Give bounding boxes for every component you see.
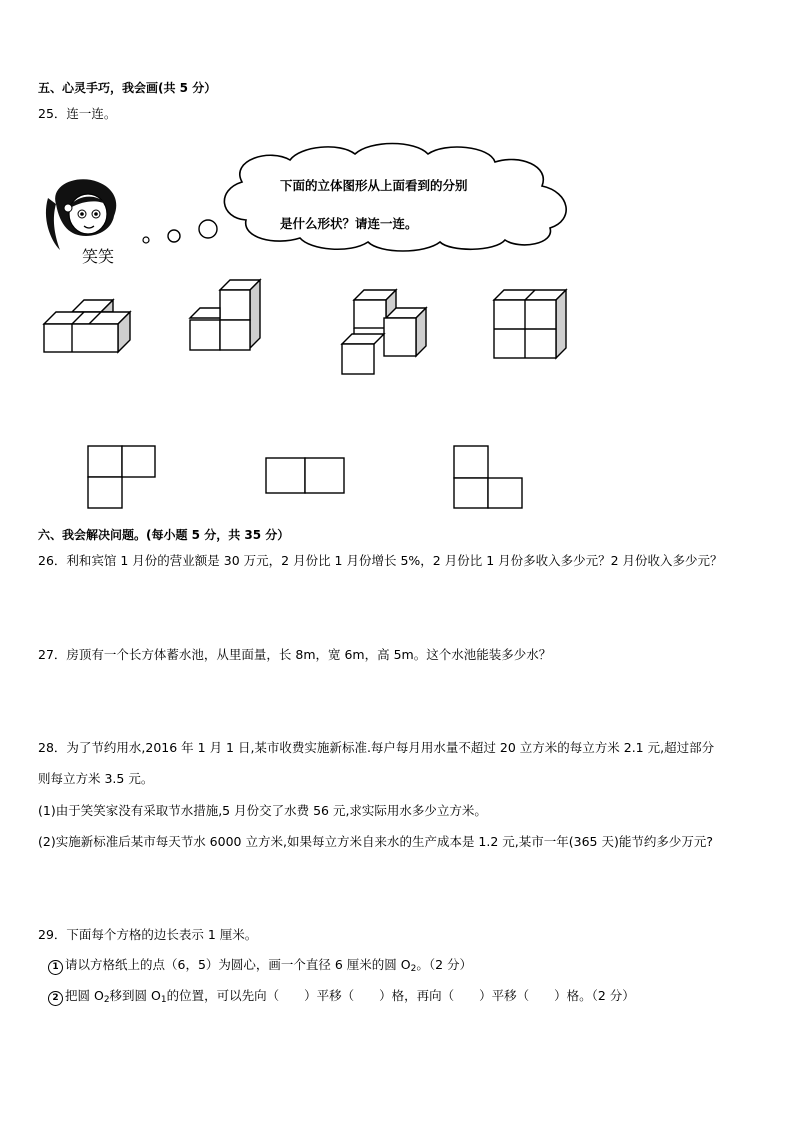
question-28-line1: 28．为了节约用水,2016 年 1 月 1 日,某市收费实施新标准.每户每月用水量不超过 20 立方米的每立方米 2.1 元,超过部分 xyxy=(38,740,715,755)
solid-figure-3 xyxy=(338,288,430,378)
bubble-dot-small xyxy=(143,237,149,243)
bubble-line-1: 下面的立体图形从上面看到的分别 xyxy=(280,178,468,193)
question-29-item1: 1 请以方格纸上的点（6，5）为圆心，画一个直径 6 厘米的圆 $O_2$。（2 分） xyxy=(48,955,472,975)
question-27: 27．房顶有一个长方体蓄水池，从里面量，长 8m，宽 6m，高 5m。这个水池能装多少水？ xyxy=(38,647,552,662)
top-view-shape-1 xyxy=(86,444,158,510)
bubble-dot-medium xyxy=(168,230,180,242)
question-25-title: 25．连一连。 xyxy=(38,106,117,121)
solid-figure-4 xyxy=(490,288,570,360)
bubble-dot-large xyxy=(199,220,217,238)
solid-figure-1 xyxy=(40,296,130,356)
question-28-line2: 则每立方米 3.5 元。 xyxy=(38,771,154,786)
top-view-shape-2 xyxy=(264,456,346,496)
question-29-item2: 2 把圆 $O_2$移到圆 $O_1$的位置，可以先向（ ）平移（ ）格，再向（ ）平移（ ）格。（2 分） xyxy=(48,986,635,1006)
question-29-title: 29．下面每个方格的边长表示 1 厘米。 xyxy=(38,927,258,942)
section5-heading: 五、心灵手巧，我会画(共 5 分） xyxy=(38,81,217,95)
question-28-part1: (1)由于笑笑家没有采取节水措施,5 月份交了水费 56 元,求实际用水多少立方米。 xyxy=(38,803,487,818)
bubble-line-2: 是什么形状？请连一连。 xyxy=(280,216,418,231)
section6-heading: 六、我会解决问题。(每小题 5 分，共 35 分） xyxy=(38,528,290,542)
solid-figure-2 xyxy=(186,278,266,354)
circled-number-1: 1 xyxy=(48,960,63,975)
character-name: 笑笑 xyxy=(82,247,115,266)
question-28-part2: (2)实施新标准后某市每天节水 6000 立方米,如果每立方米自来水的生产成本是 1.2 元,某市一年(365 天)能节约多少万元? xyxy=(38,834,713,849)
top-view-shape-3 xyxy=(452,444,526,510)
question-26: 26．利和宾馆 1 月份的营业额是 30 万元，2 月份比 1 月份增长 5%，2 月份比 1 月份多收入多少元？2 月份收入多少元？ xyxy=(38,553,723,568)
thought-bubble xyxy=(150,140,590,250)
circled-number-2: 2 xyxy=(48,991,63,1006)
